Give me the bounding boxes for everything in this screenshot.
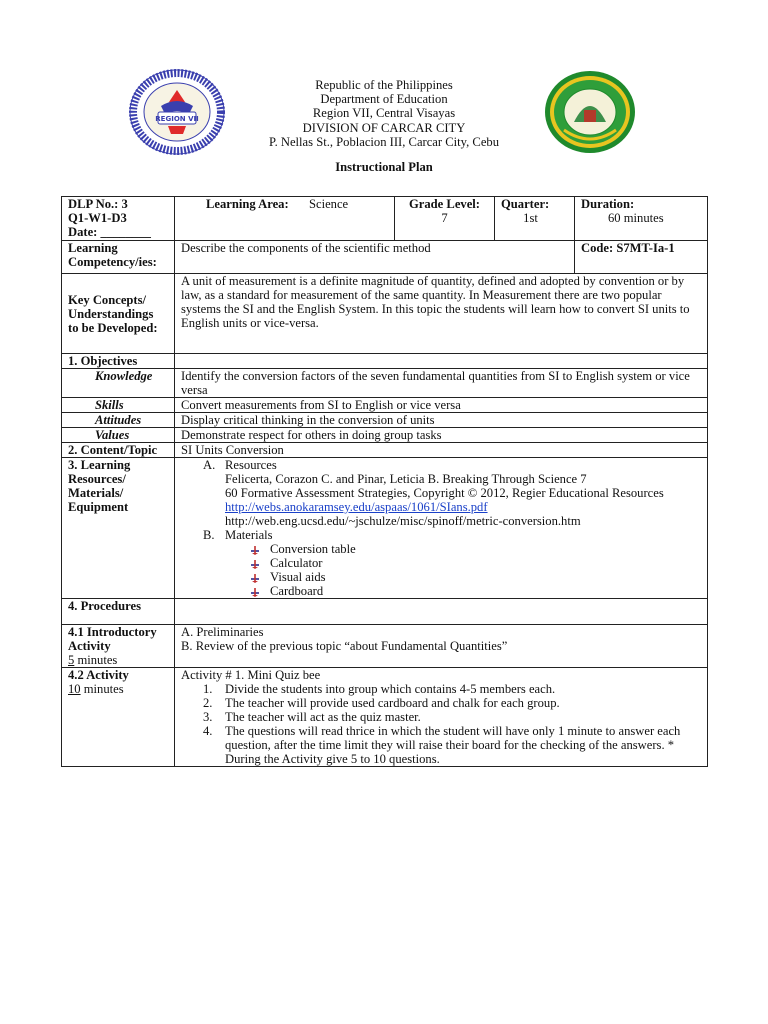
content-row xyxy=(62,443,708,458)
resources-heading: A. Resources xyxy=(203,458,277,472)
attitudes-text: Display critical thinking in the conversion of units xyxy=(175,413,708,428)
key-concepts-label-2: Understandings xyxy=(68,306,154,321)
learning-area-value: Science xyxy=(308,197,349,211)
intro-step-b: B. Review of the previous topic “about Fundamental Quantities” xyxy=(181,639,508,653)
header-address: P. Nellas St., Poblacion III, Carcar City, Cebu xyxy=(268,134,500,149)
content-text: SI Units Conversion xyxy=(175,443,708,458)
resources-label-4: Equipment xyxy=(68,500,129,514)
arrow-bullet-icon xyxy=(250,587,260,597)
competency-row xyxy=(62,241,708,274)
activity-row xyxy=(62,668,708,767)
arrow-bullet-icon xyxy=(250,559,260,569)
intro-label: 4.1 Introductory xyxy=(68,625,157,639)
reference-item: 60 Formative Assessment Strategies, Copyright © 2012, Regier Educational Resources xyxy=(225,486,664,500)
procedures-row xyxy=(62,599,708,625)
duration-cell xyxy=(575,197,708,241)
materials-list xyxy=(181,528,701,542)
materials-heading: B. Materials xyxy=(203,528,273,542)
intro-step-a: A. Preliminaries xyxy=(181,625,264,639)
dlp-date: Date: ________ xyxy=(68,225,151,239)
list-item: 1. Divide the students into group which contains 4-5 members each. xyxy=(203,682,556,696)
list-item: Cardboard xyxy=(181,584,701,598)
key-concepts-row xyxy=(62,274,708,354)
intro-label-cell xyxy=(62,625,175,668)
resource-url: http://web.eng.ucsd.edu/~jschulze/misc/spinoff/metric-conversion.htm xyxy=(225,514,581,528)
learning-area-label: Learning Area: xyxy=(206,197,289,211)
skills-row xyxy=(62,398,708,413)
header-division: DIVISION OF CARCAR CITY xyxy=(302,120,466,135)
intro-label-2: Activity xyxy=(68,639,111,653)
intro-content xyxy=(175,625,708,668)
knowledge-label: Knowledge xyxy=(62,369,175,398)
skills-text: Convert measurements from SI to English or vice versa xyxy=(175,398,708,413)
quarter-cell xyxy=(495,197,575,241)
arrow-bullet-icon xyxy=(250,545,260,555)
list-item: 4. The questions will read thrice in which the student will have only 1 minute to answer each question, after the time limit they will raise their board for the checking of the answers. * During the Activity give 5 to 10 questions. xyxy=(203,724,681,766)
quarter-label: Quarter: xyxy=(501,197,550,211)
logo-band-text: REGION VII xyxy=(155,115,199,123)
list-item: Conversion table xyxy=(181,542,701,556)
instructional-plan-table xyxy=(61,196,708,767)
key-concepts-label: Key Concepts/ xyxy=(68,292,147,307)
attitudes-row xyxy=(62,413,708,428)
learning-area-cell xyxy=(175,197,395,241)
arrow-bullet-icon xyxy=(250,573,260,583)
resources-label-cell xyxy=(62,458,175,599)
grade-level-cell xyxy=(395,197,495,241)
competency-label-2: Competency/ies: xyxy=(68,255,157,269)
info-row xyxy=(62,197,708,241)
procedures-label: 4. Procedures xyxy=(62,599,175,625)
quarter-value: 1st xyxy=(523,211,538,225)
resources-cell xyxy=(175,458,708,599)
dlp-number: DLP No.: 3 xyxy=(68,197,128,211)
header-republic: Republic of the Philippines xyxy=(315,78,453,92)
duration-label: Duration: xyxy=(581,197,635,211)
grade-level-label: Grade Level: xyxy=(409,197,480,211)
activity-duration: 10 minutes xyxy=(68,682,124,696)
resources-row xyxy=(62,458,708,599)
objectives-row xyxy=(62,354,708,369)
values-row xyxy=(62,428,708,443)
key-concepts-label-3: to be Developed: xyxy=(68,320,158,335)
competency-label-cell xyxy=(62,241,175,274)
competency-text: Describe the components of the scientific method xyxy=(175,241,575,274)
content-label: 2. Content/Topic xyxy=(62,443,175,458)
resources-list xyxy=(181,458,701,472)
activity-label: 4.2 Activity xyxy=(68,668,129,682)
activity-steps xyxy=(181,682,701,766)
reference-item: Felicerta, Corazon C. and Pinar, Leticia B. Breaking Through Science 7 xyxy=(225,472,587,486)
page-title: Instructional Plan xyxy=(335,160,433,174)
attitudes-label: Attitudes xyxy=(62,413,175,428)
skills-label: Skills xyxy=(62,398,175,413)
resources-label-2: Resources/ xyxy=(68,472,126,486)
activity-content xyxy=(175,668,708,767)
school-header xyxy=(0,78,768,149)
activity-label-cell xyxy=(62,668,175,767)
list-item: 3. The teacher will act as the quiz master. xyxy=(203,710,421,724)
key-concepts-label-cell xyxy=(62,274,175,354)
values-text: Demonstrate respect for others in doing group tasks xyxy=(175,428,708,443)
objectives-label: 1. Objectives xyxy=(62,354,175,369)
dlp-cell xyxy=(62,197,175,241)
activity-title: Activity # 1. Mini Quiz bee xyxy=(181,668,321,682)
header-department: Department of Education xyxy=(320,92,448,107)
list-item: 2. The teacher will provide used cardboard and chalk for each group. xyxy=(203,696,560,710)
materials-items xyxy=(181,542,701,598)
resource-link[interactable]: http://webs.anokaramsey.edu/aspaas/1061/SIans.pdf xyxy=(225,500,488,514)
resources-marker: A. xyxy=(203,458,216,472)
list-item: Calculator xyxy=(181,556,701,570)
knowledge-text: Identify the conversion factors of the seven fundamental quantities from SI to English system or vice versa xyxy=(175,369,708,398)
materials-marker: B. xyxy=(203,528,215,542)
header-region: Region VII, Central Visayas xyxy=(312,106,456,121)
resources-label-3: Materials/ xyxy=(68,486,124,500)
competency-code: Code: S7MT-Ia-1 xyxy=(575,241,708,274)
values-label: Values xyxy=(62,428,175,443)
knowledge-row xyxy=(62,369,708,398)
key-concepts-text: A unit of measurement is a definite magnitude of quantity, defined and adopted by convention or by law, as a standard for measurement of the same quantity. In Measurement there are two popular systems the SI and the English System. In this topic the students will learn how to convert SI units to English units or vice-versa. xyxy=(175,274,708,354)
list-item: Visual aids xyxy=(181,570,701,584)
duration-value: 60 minutes xyxy=(608,211,664,225)
competency-label: Learning xyxy=(68,241,118,255)
intro-duration: 5 minutes xyxy=(68,653,118,667)
dlp-code: Q1-W1-D3 xyxy=(68,211,127,225)
resources-label: 3. Learning xyxy=(68,458,131,472)
grade-level-value: 7 xyxy=(441,211,448,225)
introductory-activity-row xyxy=(62,625,708,668)
